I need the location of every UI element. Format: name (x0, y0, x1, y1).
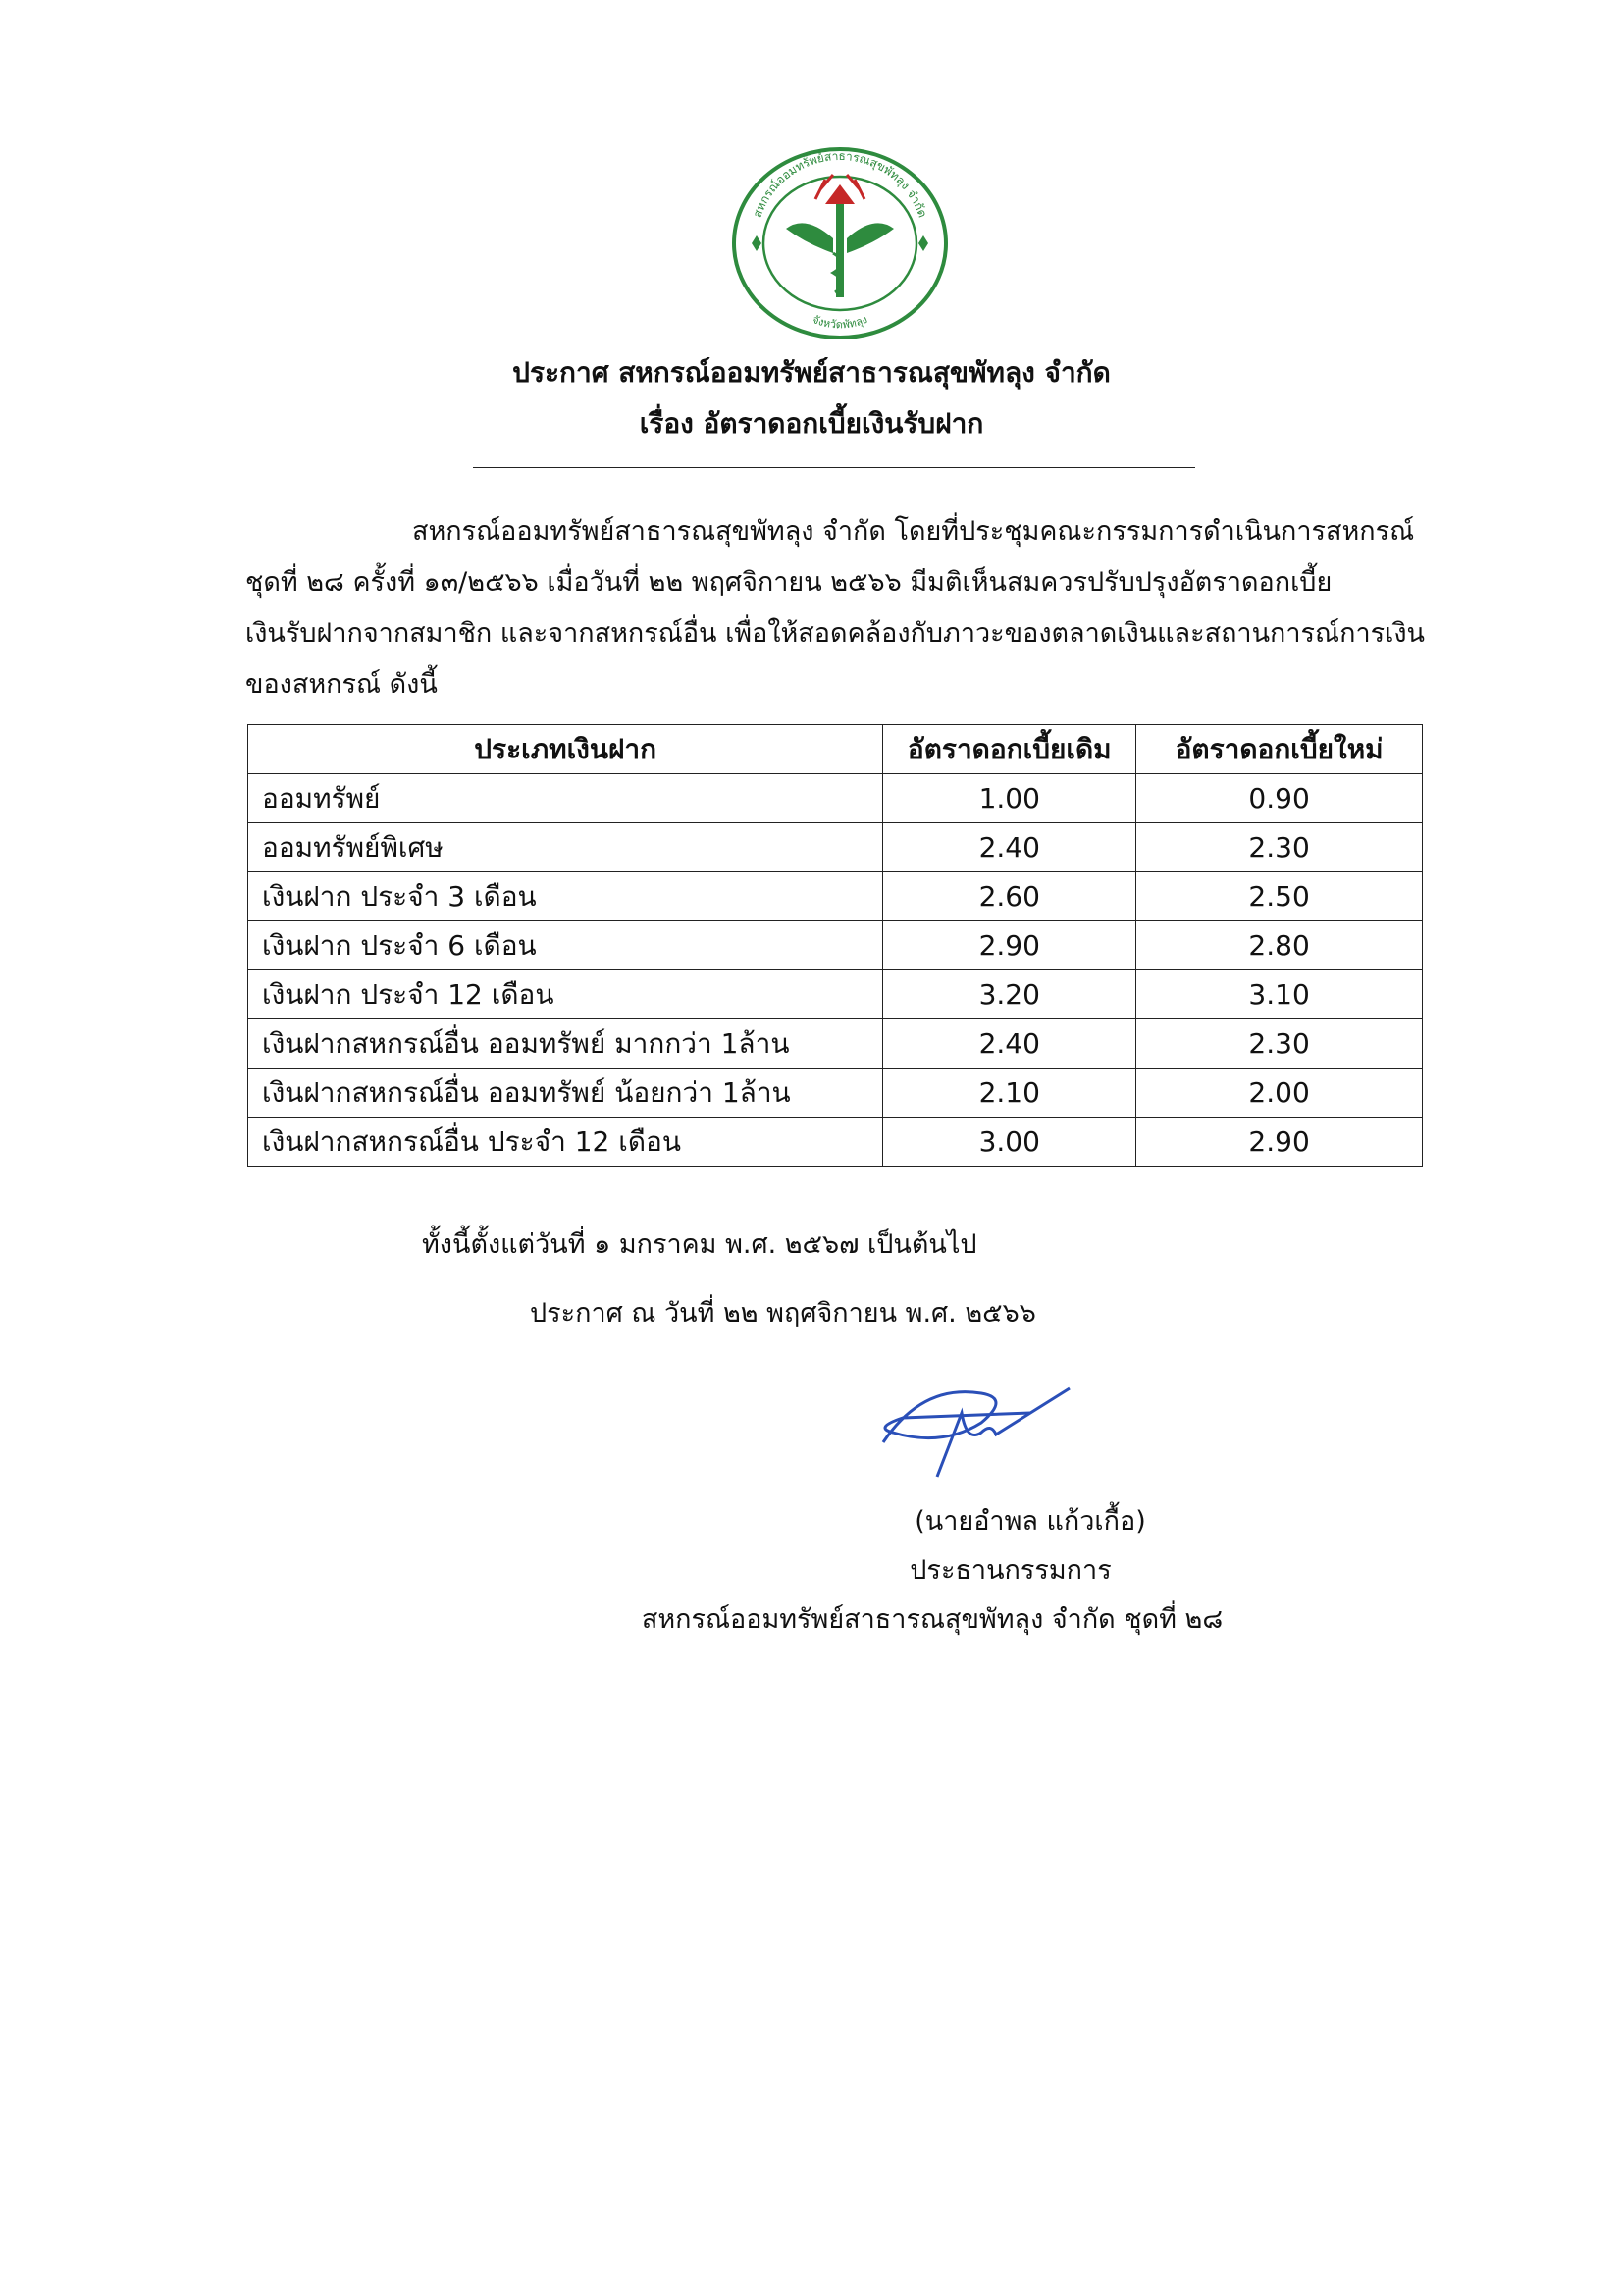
old-rate-cell: 1.00 (883, 774, 1136, 823)
body-line: สหกรณ์ออมทรัพย์สาธารณสุขพัทลุง จำกัด โดยที่ประชุมคณะกรรมการดำเนินการสหกรณ์ (412, 516, 1415, 547)
interest-rate-table (247, 724, 1423, 1167)
deposit-type-cell: เงินฝาก ประจำ 3 เดือน (248, 872, 883, 921)
header-old-rate: อัตราดอกเบี้ยเดิม (883, 725, 1136, 774)
old-rate-cell: 2.40 (883, 1019, 1136, 1069)
body-paragraph (245, 506, 1447, 710)
announcement-title: ประกาศ สหกรณ์ออมทรัพย์สาธารณสุขพัทลุง จำกัด (512, 356, 1111, 389)
new-rate-cell: 2.00 (1136, 1069, 1423, 1118)
svg-text:จังหวัดพัทลุง (811, 313, 869, 331)
deposit-type-cell: เงินฝาก ประจำ 6 เดือน (248, 921, 883, 970)
body-line: เงินรับฝากจากสมาชิก และจากสหกรณ์อื่น เพื่อให้สอดคล้องกับภาวะของตลาดเงินและสถานการณ์การเงิน (245, 618, 1425, 649)
header-new-rate: อัตราดอกเบี้ยใหม่ (1136, 725, 1423, 774)
cooperative-seal-icon (727, 145, 953, 341)
signer-position: ประธานกรรมการ (910, 1555, 1112, 1586)
deposit-type-cell: เงินฝากสหกรณ์อื่น ประจำ 12 เดือน (248, 1118, 883, 1167)
new-rate-cell: 2.50 (1136, 872, 1423, 921)
table-row (248, 921, 1423, 970)
table-row (248, 1118, 1423, 1167)
table-row (248, 774, 1423, 823)
old-rate-cell: 3.20 (883, 970, 1136, 1019)
table-header-row (248, 725, 1423, 774)
table-row (248, 1069, 1423, 1118)
deposit-type-cell: ออมทรัพย์พิเศษ (248, 823, 883, 872)
header-divider (473, 467, 1195, 468)
table-row (248, 823, 1423, 872)
old-rate-cell: 3.00 (883, 1118, 1136, 1167)
old-rate-cell: 2.10 (883, 1069, 1136, 1118)
old-rate-cell: 2.90 (883, 921, 1136, 970)
deposit-type-cell: ออมทรัพย์ (248, 774, 883, 823)
signer-name: (นายอำพล แก้วเกื้อ) (915, 1506, 1146, 1537)
new-rate-cell: 2.30 (1136, 1019, 1423, 1069)
new-rate-cell: 2.30 (1136, 823, 1423, 872)
seal-ring-text-bottom: จังหวัดพัทลุง (811, 312, 869, 332)
header-deposit-type: ประเภทเงินฝาก (248, 725, 883, 774)
deposit-type-cell: เงินฝาก ประจำ 12 เดือน (248, 970, 883, 1019)
new-rate-cell: 2.90 (1136, 1118, 1423, 1167)
new-rate-cell: 0.90 (1136, 774, 1423, 823)
table-row (248, 872, 1423, 921)
new-rate-cell: 3.10 (1136, 970, 1423, 1019)
deposit-type-cell: เงินฝากสหกรณ์อื่น ออมทรัพย์ มากกว่า 1ล้าน (248, 1019, 883, 1069)
table-row (248, 970, 1423, 1019)
body-line: ของสหกรณ์ ดังนี้ (245, 669, 438, 700)
seal-ring-text-top: สหกรณ์ออมทรัพย์สาธารณสุขพัทลุง จำกัด (750, 148, 930, 220)
new-rate-cell: 2.80 (1136, 921, 1423, 970)
handwritten-signature-icon (864, 1374, 1079, 1491)
signer-organization: สหกรณ์ออมทรัพย์สาธารณสุขพัทลุง จำกัด ชุดที่ ๒๘ (641, 1604, 1224, 1635)
table-row (248, 1019, 1423, 1069)
announcement-subject: เรื่อง อัตราดอกเบี้ยเงินรับฝาก (639, 407, 984, 440)
announcement-date: ประกาศ ณ วันที่ ๒๒ พฤศจิกายน พ.ศ. ๒๕๖๖ (530, 1298, 1036, 1329)
body-line: ชุดที่ ๒๘ ครั้งที่ ๑๓/๒๕๖๖ เมื่อวันที่ ๒๒ พฤศจิกายน ๒๕๖๖ มีมติเห็นสมควรปรับปรุงอัตราดอกเบี้ย (245, 567, 1333, 598)
effective-date: ทั้งนี้ตั้งแต่วันที่ ๑ มกราคม พ.ศ. ๒๕๖๗ เป็นต้นไป (422, 1229, 977, 1260)
deposit-type-cell: เงินฝากสหกรณ์อื่น ออมทรัพย์ น้อยกว่า 1ล้าน (248, 1069, 883, 1118)
old-rate-cell: 2.40 (883, 823, 1136, 872)
old-rate-cell: 2.60 (883, 872, 1136, 921)
